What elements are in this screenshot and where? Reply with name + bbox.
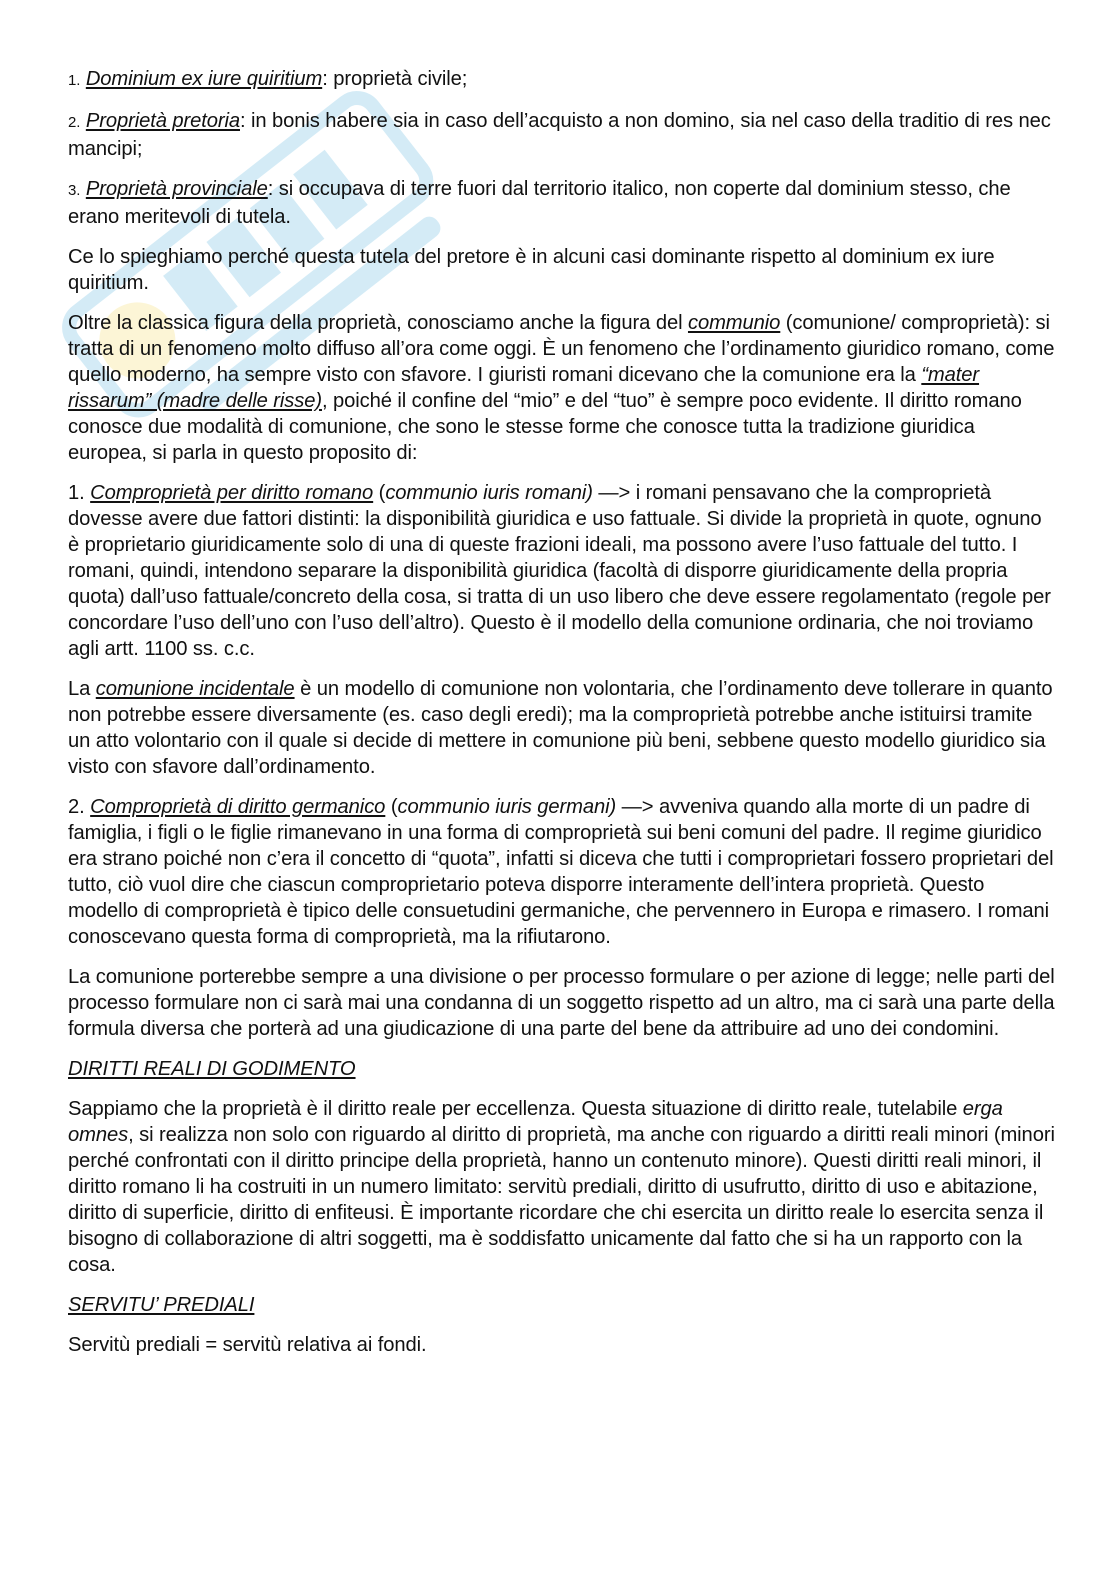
paragraph-divisione: La comunione porterebbe sempre a una divisione o per processo formulare o per azione di legge; nelle parti del processo formulare non ci sarà mai una condanna di un soggetto rispetto ad un altro, ma ci sarà una parte della formula diversa che porterà ad una giudicazione di una parte del bene da attribuire ad uno dei condomini.	[68, 966, 1055, 1040]
document-page	[68, 66, 1058, 1372]
paragraph-comunione-incidentale: La comunione incidentale è un modello di comunione non volontaria, che l’ordinamento deve tollerare in quanto non potrebbe essere diversamente (es. caso degli eredi); ma la comproprietà potrebbe anche istituirsi tramite un atto volontario con il quale si decide di mettere in comunione più beni, sebbene questo modello giuridico sia visto con sfavore dall’ordinamento.	[68, 678, 1053, 778]
term-comproprieta-germanico: Comproprietà di diritto germanico	[90, 796, 386, 818]
heading-diritti-reali: DIRITTI REALI DI GODIMENTO	[68, 1058, 356, 1080]
list-item-provinciale: 3. Proprietà provinciale: si occupava di terre fuori dal territorio italico, non coperte dal dominium stesso, che erano meritevoli di tutela.	[68, 178, 1011, 228]
paragraph-tutela-pretore: Ce lo spieghiamo perché questa tutela del pretore è in alcuni casi dominante rispetto al dominium ex iure quiritium.	[68, 246, 995, 294]
paragraph-diritti-reali: Sappiamo che la proprietà è il diritto reale per eccellenza. Questa situazione di diritto reale, tutelabile erga omnes, si realizza non solo con riguardo al diritto di proprietà, ma anche con riguardo a diritti reali minori (minori perché confrontati con il diritto principe della proprietà, hanno un contenuto minore). Questi diritti reali minori, il diritto romano li ha costruiti in un numero limitato: servitù prediali, diritto di usufrutto, diritto di uso e abitazione, diritto di superficie, diritto di enfiteusi. È importante ricordare che chi esercita un diritto reale lo esercita senza il bisogno di collaborazione di altri soggetti, ma è soddisfatto unicamente dal fatto che si ha un rapporto con la cosa.	[68, 1098, 1055, 1276]
term-pretoria: Proprietà pretoria	[85, 110, 240, 132]
term-dominium: Dominium ex iure quiritium	[85, 68, 323, 90]
paragraph-communio: Oltre la classica figura della proprietà, conosciamo anche la figura del communio (comunione/ comproprietà): si tratta di un fenomeno molto diffuso all’ora come oggi. È un fenomeno che l’ordinamento giuridico romano, come quello moderno, ha sempre visto con sfavore. I giuristi romani dicevano che la comunione era la “mater rissarum” (madre delle risse), poiché il confine del “mio” e del “tuo” è sempre poco evidente. Il diritto romano conosce due modalità di comunione, che sono le stesse forme che conosce tutta la tradizione giuridica europea, si parla in questo proposito di:	[68, 312, 1055, 464]
term-erga-omnes: erga omnes	[68, 1098, 1003, 1146]
list-item-pretoria: 2. Proprietà pretoria: in bonis habere sia in caso dell’acquisto a non domino, sia nel caso della traditio di res nec mancipi;	[68, 110, 1051, 160]
heading-servitu-prediali: SERVITU’ PREDIALI	[68, 1294, 255, 1316]
list-item-dominium: 1. Dominium ex iure quiritium: proprietà civile;	[68, 68, 468, 90]
term-communio: communio	[687, 312, 781, 334]
term-provinciale: Proprietà provinciale	[85, 178, 268, 200]
list-item-diritto-germanico: 2. Comproprietà di diritto germanico (communio iuris germani) —> avveniva quando alla morte di un padre di famiglia, i figli o le figlie rimanevano in una forma di comproprietà sui beni comuni del padre. Il regime giuridico era strano poiché non c’era il concetto di “quota”, infatti si diceva che tutti i comproprietari fossero proprietari del tutto, ciò vuol dire che ciascun comproprietario poteva disporre interamente dell’intera proprietà. Questo modello di comproprietà è tipico delle consuetudini germaniche, che pervennero in Europa e rimasero. I romani conoscevano questa forma di comproprietà, ma la rifiutarono.	[68, 796, 1054, 948]
term-comunione-incidentale: comunione incidentale	[95, 678, 295, 700]
list-item-diritto-romano: 1. Comproprietà per diritto romano (communio iuris romani) —> i romani pensavano che la comproprietà dovesse avere due fattori distinti: la disponibilità giuridica e uso fattuale. Si divide la proprietà in quote, ognuno è proprietario giuridicamente solo di una di queste frazioni ideali, ma possono avere l’uso fattuale del tutto. I romani, quindi, intendono separare la disponibilità giuridica (facoltà di disporre giuridicamente della propria quota) dall’uso fattuale/concreto della cosa, si tratta di un uso libero che deve essere regolamentato (regole per concordare l’uso dell’uno con l’uso dell’altro). Questo è il modello della comunione ordinaria, che noi troviamo agli artt. 1100 ss. c.c.	[68, 482, 1051, 660]
paragraph-servitu-definition: Servitù prediali = servitù relativa ai fondi.	[68, 1334, 427, 1356]
term-mater-rissarum: “mater rissarum” (madre delle risse)	[68, 364, 980, 412]
term-comproprieta-romano: Comproprietà per diritto romano	[90, 482, 374, 504]
